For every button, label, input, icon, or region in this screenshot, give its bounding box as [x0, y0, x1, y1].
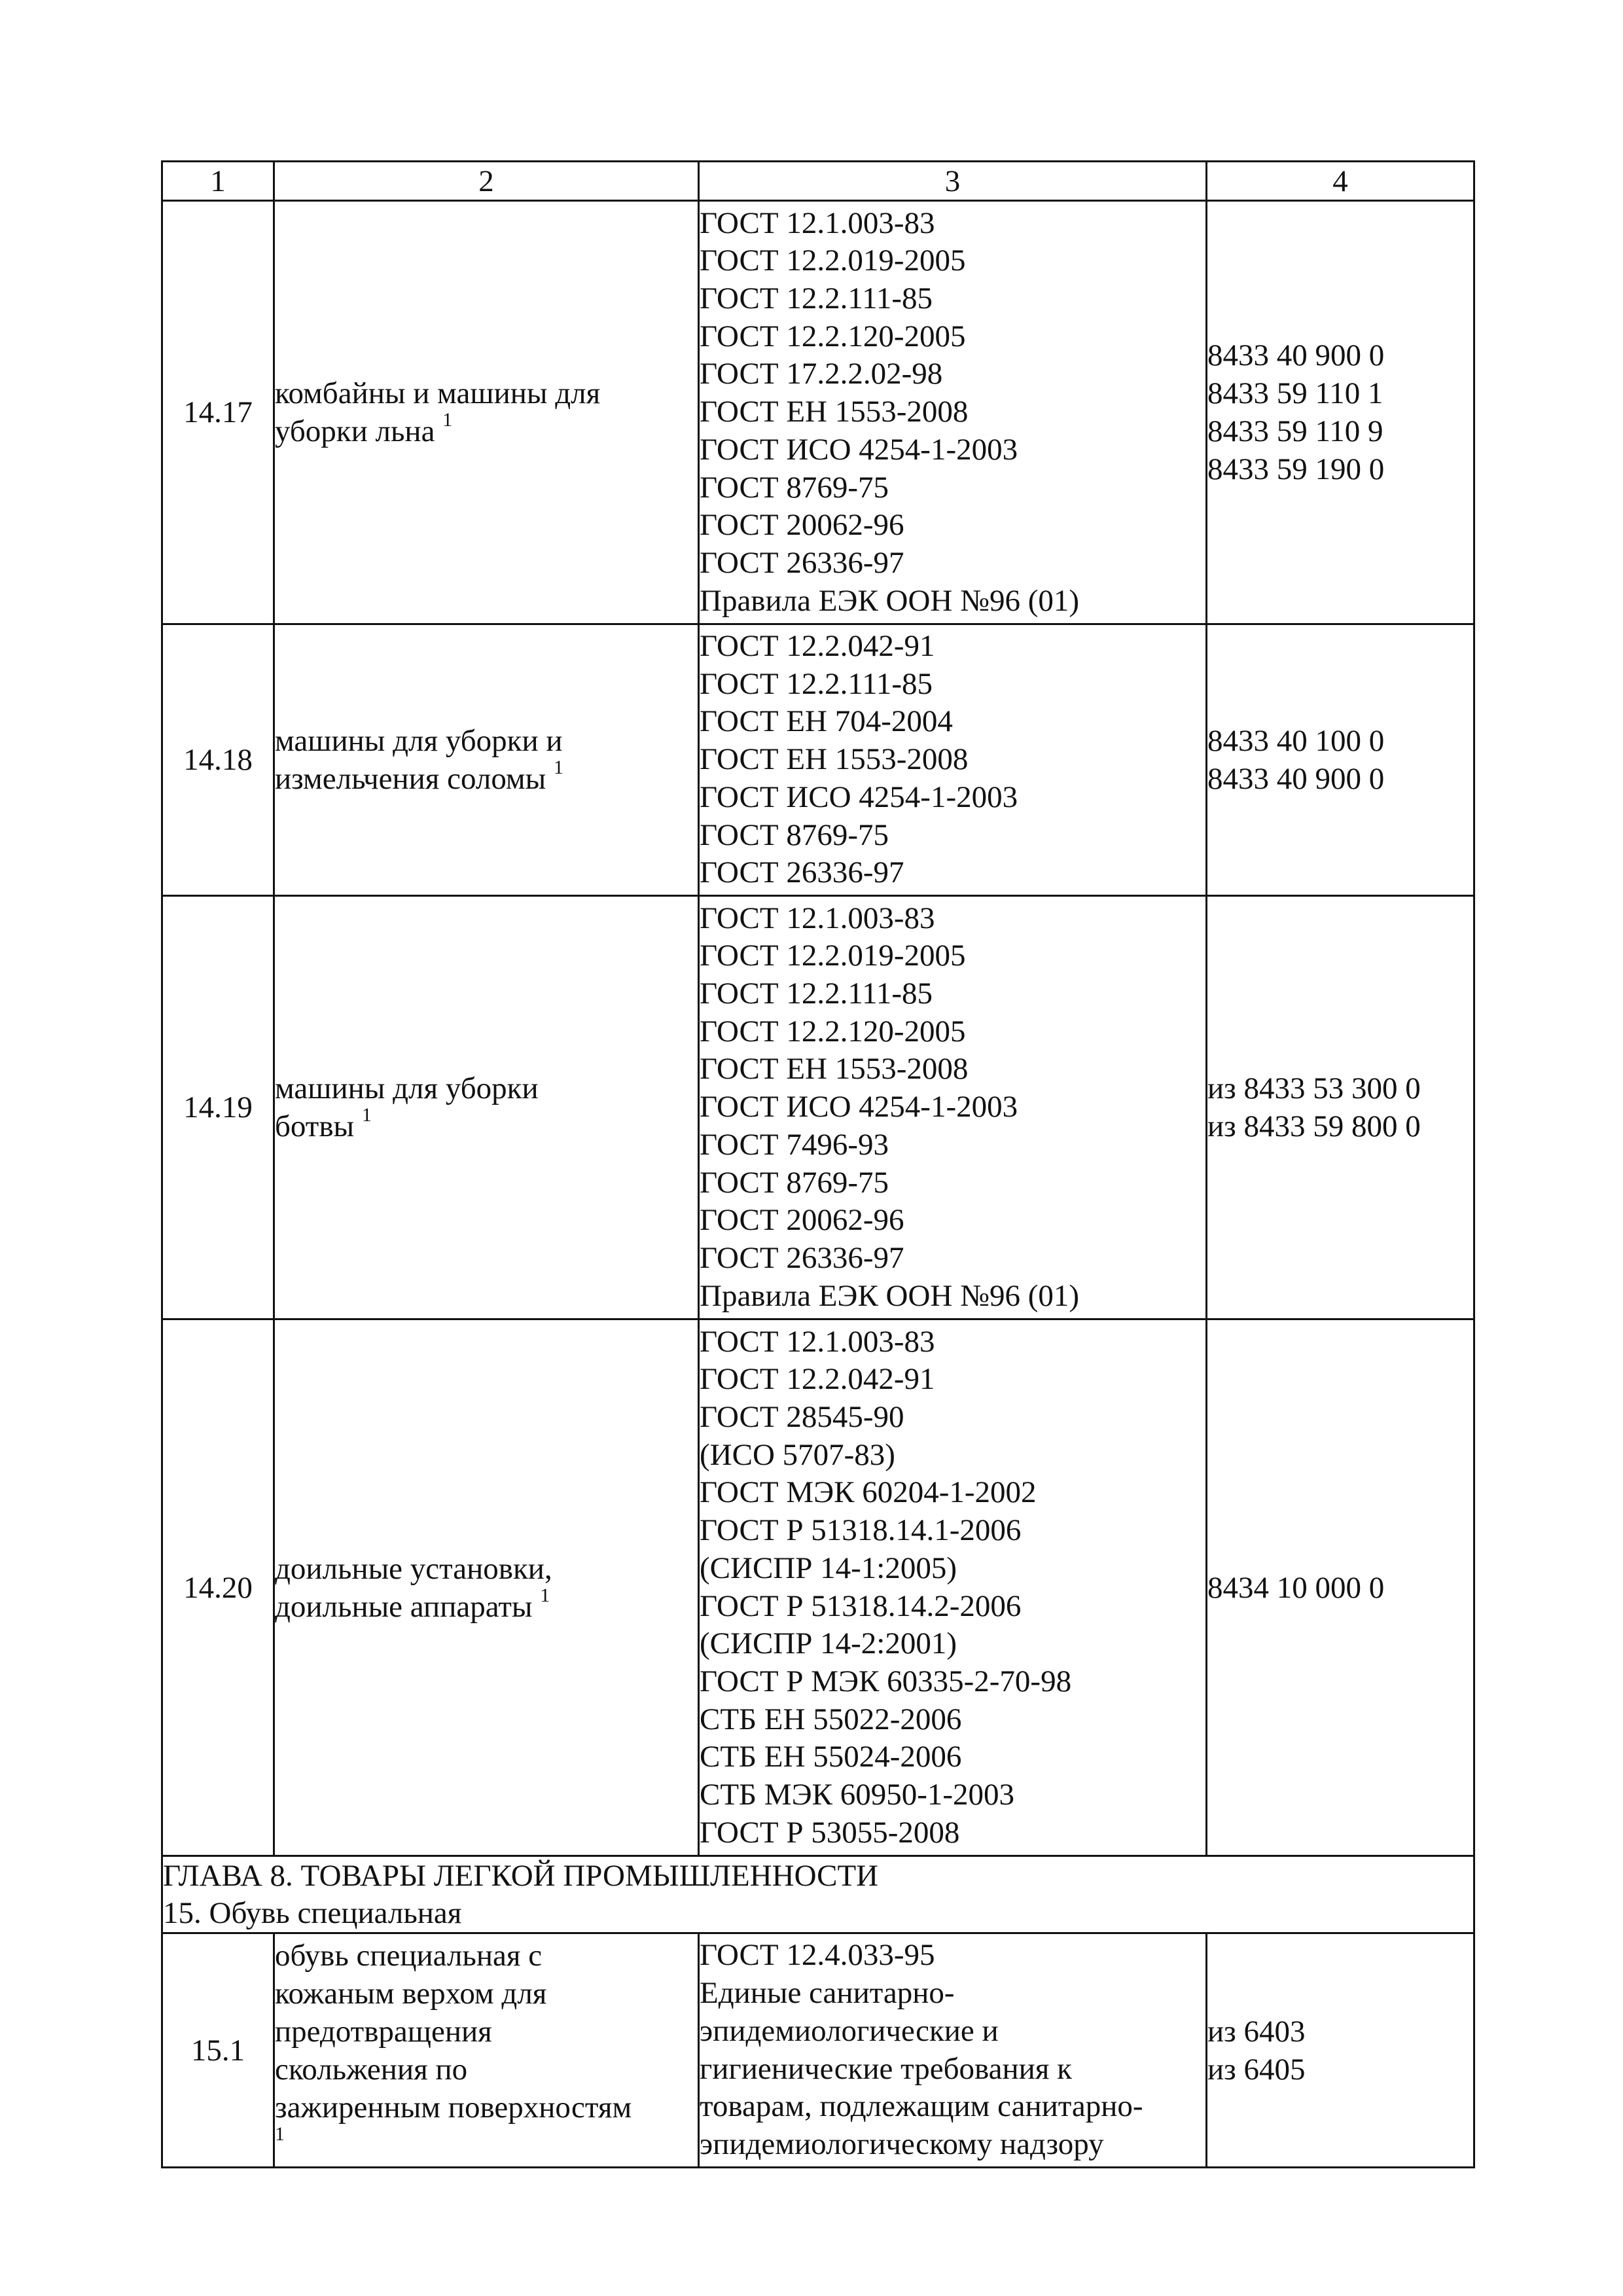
footnote-marker: 1 — [540, 1584, 550, 1606]
product-name-line: обувь специальная с — [275, 1938, 543, 1973]
standard-item: ГОСТ 20062-96 — [700, 508, 904, 543]
standard-item: ГОСТ ИСО 4254-1-2003 — [700, 780, 1018, 814]
product-name — [274, 624, 699, 896]
chapter-title: ГЛАВА 8. ТОВАРЫ ЛЕГКОЙ ПРОМЫШЛЕННОСТИ — [163, 1858, 879, 1893]
standard-item: ГОСТ 12.2.120-2005 — [700, 319, 966, 353]
standard-item: СТБ МЭК 60950-1-2003 — [700, 1777, 1015, 1812]
product-name — [274, 896, 699, 1319]
standard-item: ГОСТ МЭК 60204-1-2002 — [700, 1475, 1037, 1510]
standard-item: ГОСТ 7496-93 — [700, 1127, 889, 1162]
table-header-row — [162, 162, 1474, 201]
standard-item: Правила ЕЭК ООН №96 (01) — [700, 1278, 1080, 1313]
product-name-line: скольжения по — [275, 2052, 468, 2087]
standard-item: ГОСТ 12.1.003-83 — [700, 1324, 935, 1359]
tnved-code: 8433 40 900 0 — [1207, 338, 1385, 372]
standards-list — [699, 1319, 1207, 1856]
standard-item: ГОСТ 8769-75 — [700, 1165, 889, 1200]
tnved-code: из 8433 59 800 0 — [1207, 1109, 1421, 1143]
table-row — [162, 1933, 1474, 2168]
product-name-line: доильные аппараты — [275, 1589, 533, 1624]
standards-list — [699, 896, 1207, 1319]
standard-item: ГОСТ Р МЭК 60335-2-70-98 — [700, 1664, 1072, 1698]
tnved-code: из 6405 — [1207, 2052, 1306, 2087]
standard-item: ГОСТ 26336-97 — [700, 855, 904, 890]
tnved-code: 8434 10 000 0 — [1207, 1570, 1385, 1605]
table-row — [162, 624, 1474, 896]
row-number: 14.17 — [162, 201, 274, 624]
table-row — [162, 1319, 1474, 1856]
tnved-code: 8433 40 900 0 — [1207, 762, 1385, 796]
standard-item: эпидемиологические и — [700, 2013, 999, 2048]
product-name-line: машины для уборки и — [275, 724, 563, 758]
table-row — [162, 896, 1474, 1319]
chapter-row — [162, 1856, 1474, 1933]
standard-item: ГОСТ Р 51318.14.1-2006 — [700, 1513, 1022, 1548]
standard-item: ГОСТ ЕН 1553-2008 — [700, 1052, 969, 1086]
standard-item: ГОСТ ИСО 4254-1-2003 — [700, 432, 1018, 467]
standard-item: гигиенические требования к — [700, 2051, 1072, 2086]
product-name-line: ботвы — [275, 1109, 355, 1143]
standard-item: (СИСПР 14-2:2001) — [700, 1626, 957, 1661]
section-title: 15. Обувь специальная — [163, 1895, 462, 1930]
table-row — [162, 201, 1474, 624]
row-number: 14.20 — [162, 1319, 274, 1856]
tnved-code: из 8433 53 300 0 — [1207, 1071, 1421, 1105]
tnved-code: из 6403 — [1207, 2014, 1306, 2049]
standard-item: ГОСТ ЕН 704-2004 — [700, 704, 953, 739]
header-col-2: 2 — [274, 162, 699, 201]
standard-item: (СИСПР 14-1:2005) — [700, 1551, 957, 1585]
product-name — [274, 1319, 699, 1856]
code-list — [1207, 624, 1474, 896]
header-col-3: 3 — [699, 162, 1207, 201]
footnote-marker: 1 — [361, 1104, 372, 1126]
standard-item: ГОСТ 26336-97 — [700, 545, 904, 580]
tnved-code: 8433 59 110 9 — [1207, 414, 1383, 448]
row-number: 14.19 — [162, 896, 274, 1319]
standard-item: ГОСТ 12.2.019-2005 — [700, 243, 966, 278]
standard-item: ГОСТ 20062-96 — [700, 1203, 904, 1238]
product-name — [274, 201, 699, 624]
standard-item: ГОСТ ЕН 1553-2008 — [700, 742, 969, 777]
standard-item: ГОСТ Р 53055-2008 — [700, 1815, 960, 1850]
row-number: 14.18 — [162, 624, 274, 896]
tnved-code: 8433 59 110 1 — [1207, 376, 1383, 410]
standard-item: Правила ЕЭК ООН №96 (01) — [700, 583, 1080, 618]
header-col-4: 4 — [1207, 162, 1474, 201]
standard-item: ГОСТ 12.2.111-85 — [700, 977, 933, 1011]
standard-item: ГОСТ 12.2.019-2005 — [700, 939, 966, 973]
footnote-marker: 1 — [275, 2123, 285, 2145]
tnved-code: 8433 40 100 0 — [1207, 724, 1385, 758]
standard-item: ГОСТ ЕН 1553-2008 — [700, 395, 969, 429]
standard-item: ГОСТ 12.2.042-91 — [700, 1362, 935, 1397]
standard-item: эпидемиологическому надзору — [700, 2126, 1104, 2161]
standard-item: ГОСТ 12.2.120-2005 — [700, 1014, 966, 1049]
product-name-line: машины для уборки — [275, 1071, 539, 1105]
standard-item: ГОСТ 28545-90 — [700, 1400, 904, 1435]
standard-item: ГОСТ 12.1.003-83 — [700, 901, 935, 935]
standard-item: ГОСТ 12.1.003-83 — [700, 206, 935, 240]
row-number: 15.1 — [162, 1933, 274, 2168]
product-name-line: предотвращения — [275, 2014, 492, 2049]
product-name-line: измельчения соломы — [275, 762, 546, 796]
standard-item: ГОСТ 12.2.111-85 — [700, 281, 933, 316]
standard-item: ГОСТ 8769-75 — [700, 470, 889, 505]
code-list — [1207, 896, 1474, 1319]
product-name — [274, 1933, 699, 2168]
footnote-marker: 1 — [442, 409, 453, 431]
standard-item: ГОСТ 17.2.2.02-98 — [700, 357, 943, 391]
standard-item: СТБ ЕН 55022-2006 — [700, 1702, 962, 1736]
product-name-line: кожаным верхом для — [275, 1976, 547, 2011]
product-name-line: зажиренным поверхностям — [275, 2090, 632, 2125]
code-list — [1207, 201, 1474, 624]
standard-item: СТБ ЕН 55024-2006 — [700, 1740, 962, 1774]
standard-item: ГОСТ 26336-97 — [700, 1240, 904, 1275]
standard-item: Единые санитарно- — [700, 1976, 955, 2011]
chapter-heading — [162, 1856, 1474, 1933]
product-name-line: комбайны и машины для — [275, 376, 601, 410]
standard-item: ГОСТ Р 51318.14.2-2006 — [700, 1588, 1022, 1623]
standard-item: ГОСТ 12.4.033-95 — [700, 1938, 935, 1973]
standard-item: ГОСТ 8769-75 — [700, 817, 889, 852]
product-name-line: уборки льна — [275, 414, 435, 448]
code-list — [1207, 1319, 1474, 1856]
standards-list — [699, 624, 1207, 896]
standard-item: ГОСТ 12.2.111-85 — [700, 666, 933, 701]
product-name-line: доильные установки, — [275, 1551, 552, 1586]
standards-list — [699, 1933, 1207, 2168]
footnote-marker: 1 — [554, 757, 564, 779]
standard-item: ГОСТ ИСО 4254-1-2003 — [700, 1090, 1018, 1124]
standard-item: ГОСТ 12.2.042-91 — [700, 629, 935, 664]
standard-item: (ИСО 5707-83) — [700, 1437, 895, 1472]
standard-item: товарам, подлежащим санитарно- — [700, 2089, 1143, 2124]
tnved-code: 8433 59 190 0 — [1207, 452, 1385, 486]
standards-list — [699, 201, 1207, 624]
header-col-1: 1 — [162, 162, 274, 201]
standards-table — [161, 160, 1475, 2168]
code-list — [1207, 1933, 1474, 2168]
